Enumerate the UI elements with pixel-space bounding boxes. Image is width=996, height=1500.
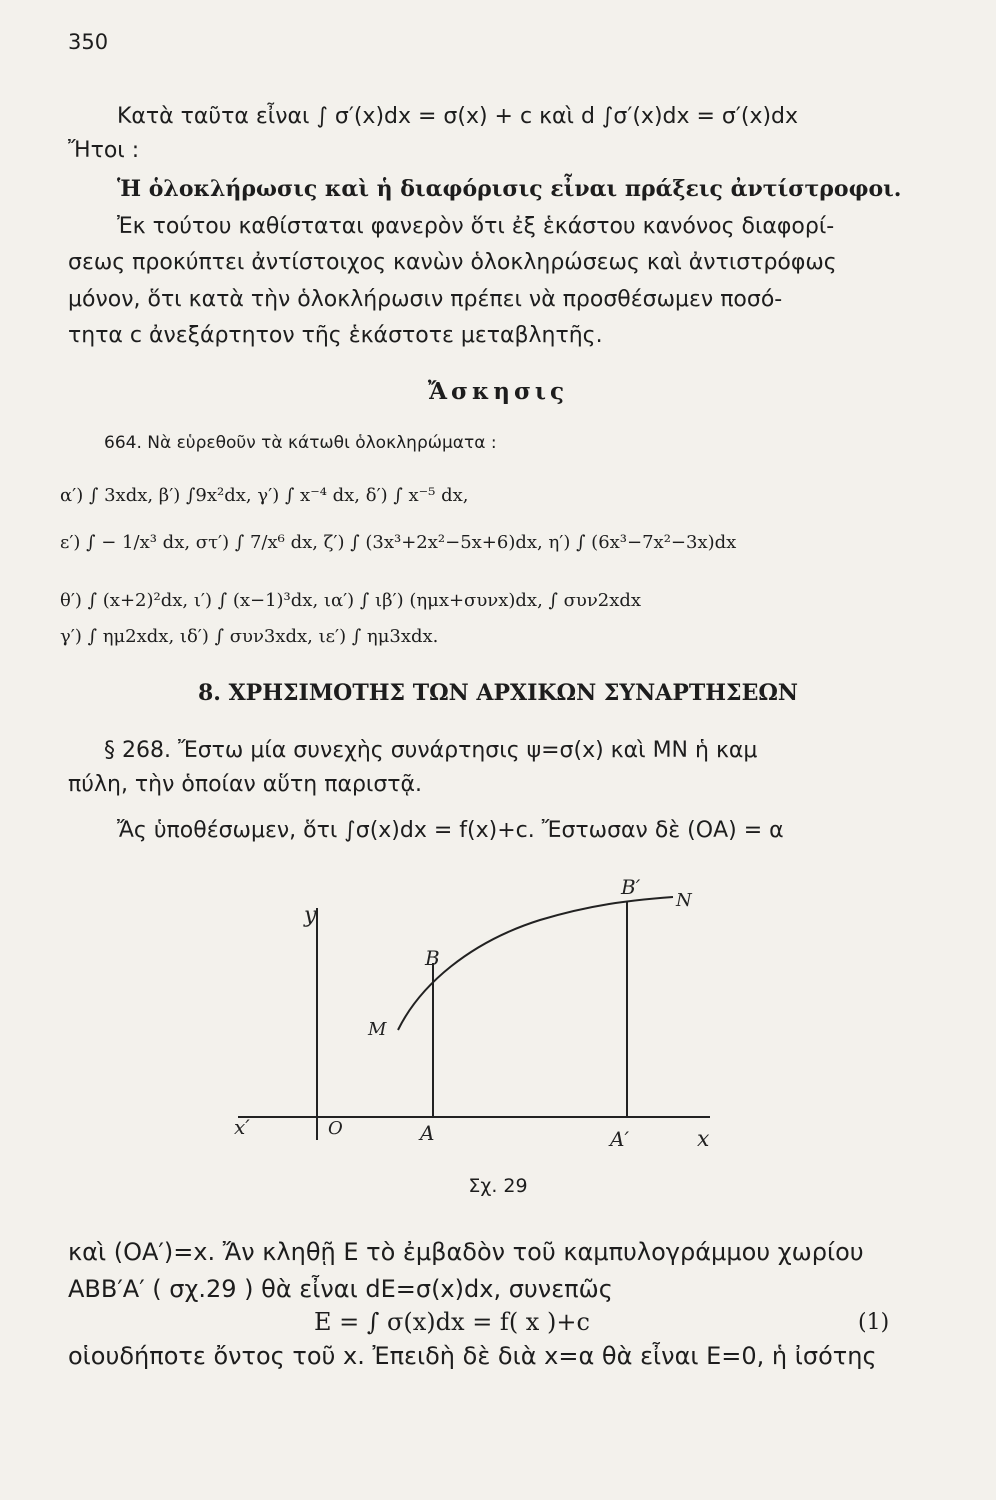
page-number: 350 <box>68 30 109 54</box>
equation-number: (1) <box>858 1310 890 1335</box>
label-a-prime: A′ <box>610 1127 629 1151</box>
text-line-1: Κατὰ ταῦτα εἶναι ∫ σ′(x)dx = σ(x) + c καὶ d ∫σ′(x)dx = σ′(x)dx <box>117 104 799 129</box>
text-line-7: τητα c ἀνεξάρτητον τῆς ἑκάστοτε μεταβλητῆς. <box>68 323 603 348</box>
label-origin: O <box>328 1118 343 1139</box>
label-b-prime: B′ <box>621 875 641 899</box>
label-m: M <box>368 1019 387 1040</box>
exercise-row-4: γ′) ∫ ημ2xdx, ιδ′) ∫ συν3xdx, ιε′) ∫ ημ3xdx. <box>60 626 439 647</box>
paragraph-line-1: § 268. Ἔστω μία συνεχὴς συνάρτησις ψ=σ(x) καὶ ΜΝ ἡ καμ <box>104 738 758 763</box>
text-line-2: Ἤτοι : <box>68 138 140 163</box>
exercises-heading: Ἄσκησις <box>427 378 569 405</box>
equation-1: E = ∫ σ(x)dx = f( x )+c <box>314 1308 590 1336</box>
after-line-4: οἱουδήποτε ὄντος τοῦ x. Ἐπειδὴ δὲ διὰ x=α θὰ εἶναι E=0, ἡ ἰσότης <box>68 1342 877 1370</box>
text-line-4: Ἐκ τούτου καθίσταται φανερὸν ὅτι ἐξ ἑκάστου κανόνος διαφορί- <box>117 214 835 239</box>
label-a: A <box>420 1121 435 1145</box>
after-line-1: καὶ (ΟΑ′)=x. Ἄν κληθῇ Ε τὸ ἐμβαδὸν τοῦ καμπυλογράμμου χωρίου <box>68 1238 864 1266</box>
exercise-row-3: θ′) ∫ (x+2)²dx, ι′) ∫ (x−1)³dx, ια′) ∫ ιβ′) (ημx+συνx)dx, ∫ συν2xdx <box>60 590 642 611</box>
exercise-row-2: ε′) ∫ − 1/x³ dx, στ′) ∫ 7/x⁶ dx, ζ′) ∫ (3x³+2x²−5x+6)dx, η′) ∫ (6x³−7x²−3x)dx <box>60 532 737 553</box>
after-line-2: ΑΒΒ′Α′ ( σχ.29 ) θὰ εἶναι dE=σ(x)dx, συνεπῶς <box>68 1275 613 1303</box>
label-y: y <box>304 903 317 928</box>
exercise-intro: 664. Νὰ εὑρεθοῦν τὰ κάτωθι ὁλοκληρώματα : <box>104 433 497 453</box>
figure-caption: Σχ. 29 <box>468 1175 528 1197</box>
theorem-statement: Ἡ ὁλοκλήρωσις καὶ ἡ διαφόρισις εἶναι πράξεις ἀντίστροφοι. <box>117 176 902 202</box>
label-x: x <box>697 1127 710 1152</box>
label-b: B <box>425 946 440 970</box>
paragraph-line-2: πύλη, τὴν ὁποίαν αὕτη παριστᾷ. <box>68 772 423 797</box>
exercise-row-1: α′) ∫ 3xdx, β′) ∫9x²dx, γ′) ∫ x⁻⁴ dx, δ′) ∫ x⁻⁵ dx, <box>60 485 469 506</box>
text-line-6: μόνον, ὅτι κατὰ τὴν ὁλοκλήρωσιν πρέπει νὰ προσθέσωμεν ποσό- <box>68 287 783 312</box>
paragraph-line-3: Ἄς ὑποθέσωμεν, ὅτι ∫σ(x)dx = f(x)+c. Ἔστωσαν δὲ (ΟΑ) = α <box>117 818 784 843</box>
label-n: N <box>676 890 692 911</box>
text-line-5: σεως προκύπτει ἀντίστοιχος κανὼν ὁλοκληρώσεως καὶ ἀντιστρόφως <box>68 250 837 275</box>
section-title: 8. ΧΡΗΣΙΜΟΤΗΣ ΤΩΝ ΑΡΧΙΚΩΝ ΣΥΝΑΡΤΗΣΕΩΝ <box>197 680 799 706</box>
label-x-prime: x′ <box>234 1115 250 1139</box>
